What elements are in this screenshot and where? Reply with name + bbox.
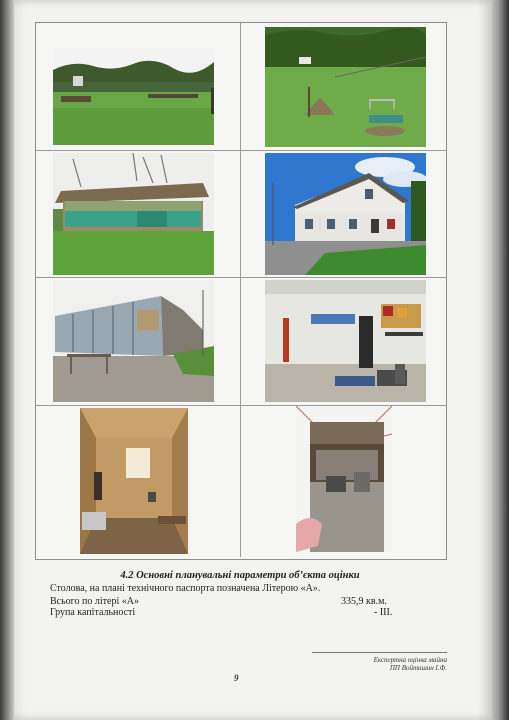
total-area-label: Всього по літері «А» <box>50 596 139 607</box>
photo-cell <box>241 406 446 557</box>
photo-grid <box>35 22 447 560</box>
footer-author: ПП Войтишин І.Ф. <box>389 664 447 672</box>
photo-cell <box>36 278 241 406</box>
capital-group-value: - ІІІ. <box>374 607 393 618</box>
photo-interior-doorway <box>296 406 392 556</box>
page-number: 9 <box>234 673 239 683</box>
description-line: Столова, на плані технічного паспорта позначена Літерою «А». <box>50 583 321 594</box>
footer-appraisal-note: Експертна оцінка майна <box>373 656 447 664</box>
photo-wooden-room <box>80 408 188 554</box>
signature-rule <box>312 652 447 653</box>
photo-cell <box>36 151 241 278</box>
photo-field-with-trees <box>53 48 214 145</box>
capital-group-label: Група капітальності <box>50 607 136 618</box>
photo-field-with-equipment <box>265 27 426 147</box>
scan-left-edge <box>0 0 14 720</box>
photo-cell <box>36 406 241 557</box>
photo-white-building <box>265 153 426 275</box>
photo-cell <box>241 151 446 278</box>
photo-cell <box>241 278 446 406</box>
total-area-value: 335,9 кв.м. <box>341 596 387 607</box>
photo-cell <box>241 23 446 151</box>
photo-covered-shelter <box>53 153 214 275</box>
section-title: 4.2 Основні планувальні параметри об’єкта оцінки <box>120 570 360 581</box>
photo-glass-veranda <box>53 280 214 402</box>
photo-gym-interior <box>265 280 426 402</box>
scan-right-edge <box>492 0 509 720</box>
photo-cell <box>36 23 241 151</box>
